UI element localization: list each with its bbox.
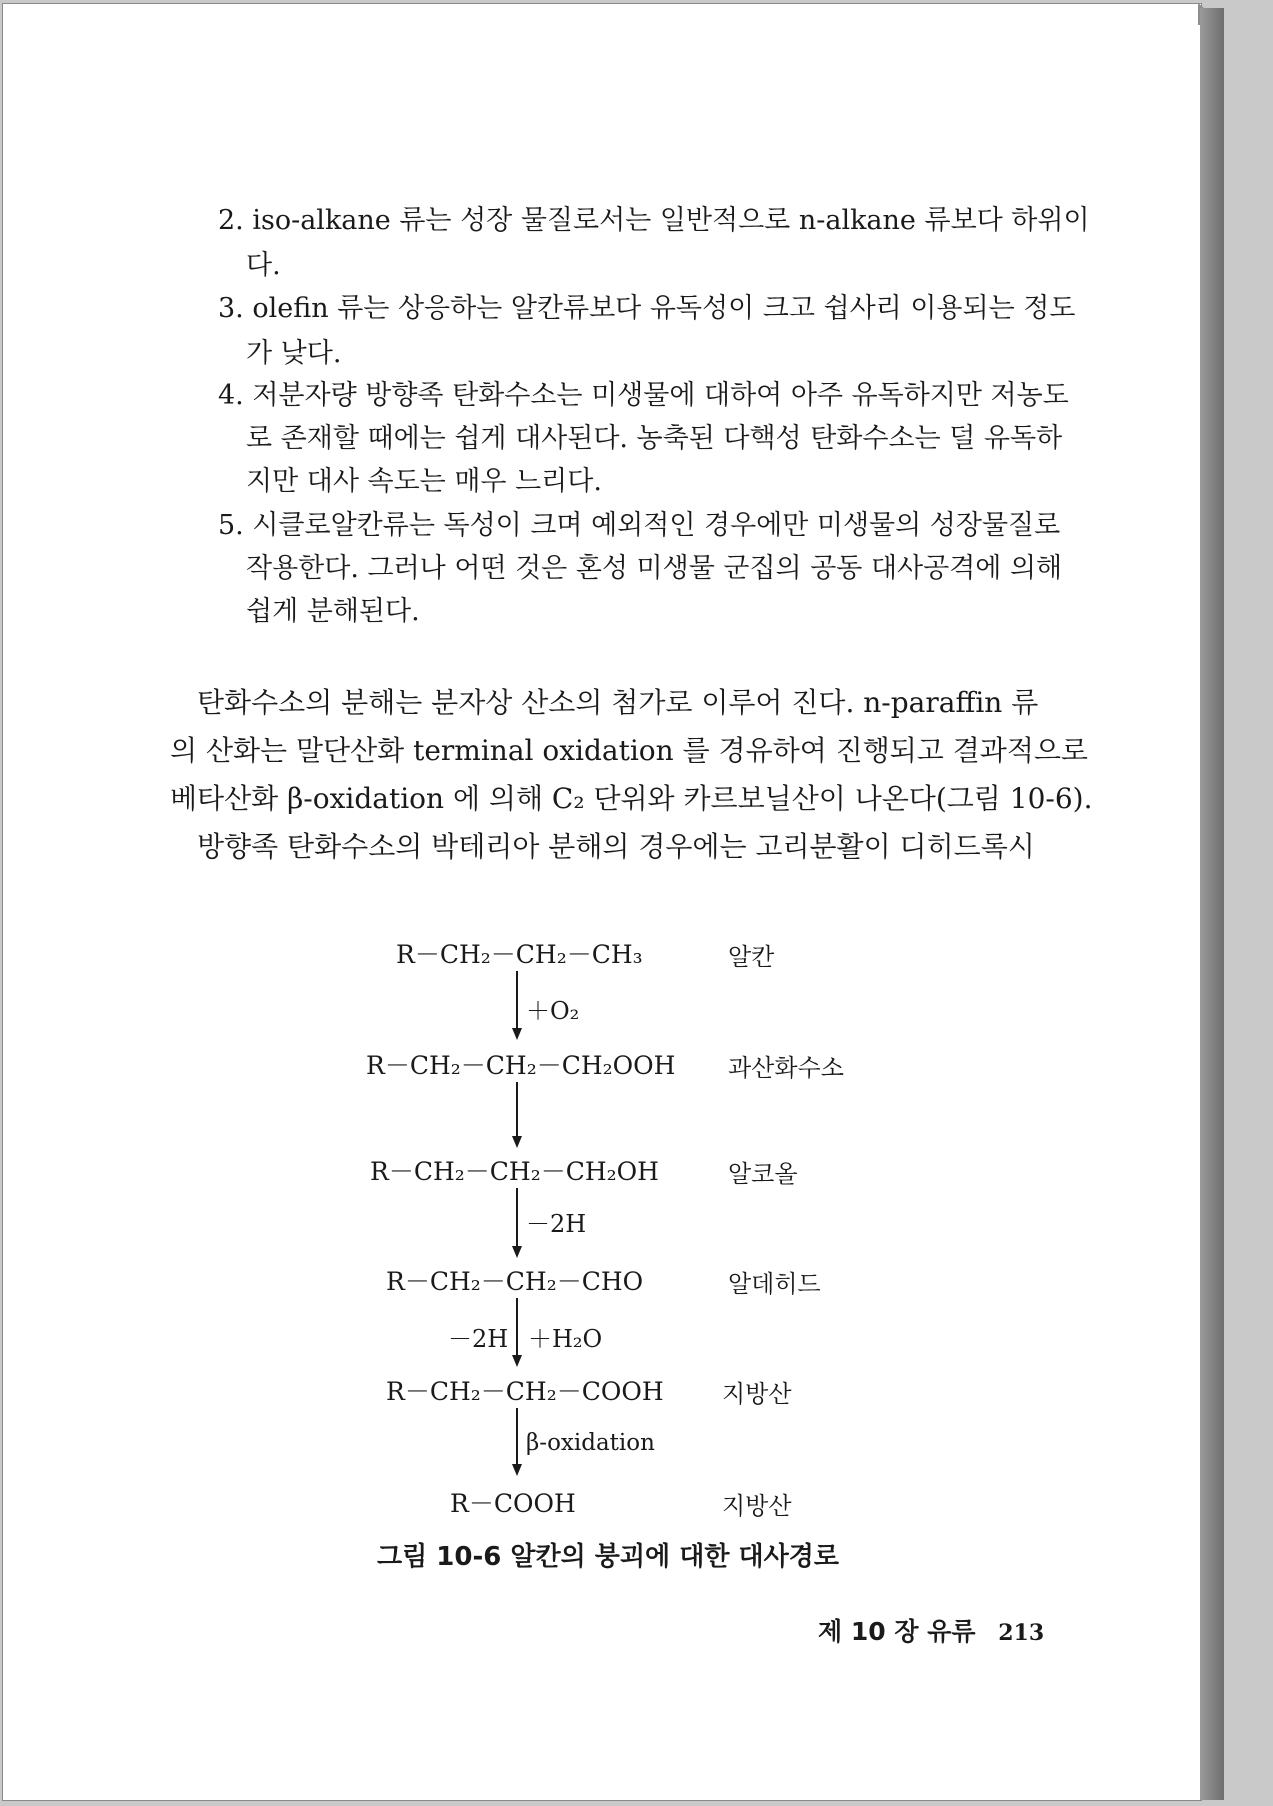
list-item-2-line-1: 2. iso-alkane 류는 성장 물질로서는 일반적으로 n-alkane 류보다 하위이	[218, 205, 1090, 236]
page-footer	[818, 1612, 1044, 1648]
condition-plus-o2: ＋O₂	[526, 997, 580, 1025]
label-fatty-acid: 지방산	[722, 1380, 792, 1408]
paragraph-line-2: 의 산화는 말단산화 terminal oxidation 를 경유하여 진행되고 결과적으로	[170, 734, 1088, 767]
arrow-2-head	[512, 1136, 522, 1148]
label-alcohol: 알코올	[728, 1160, 798, 1188]
list-item-4-line-1: 4. 저분자량 방향족 탄화수소는 미생물에 대하여 아주 유독하지만 저농도	[218, 380, 1069, 411]
page-edge	[1200, 8, 1224, 1800]
condition-beta-oxidation: β-oxidation	[526, 1430, 655, 1456]
arrow-2-line	[516, 1082, 518, 1138]
label-fatty-acid-2: 지방산	[722, 1492, 792, 1520]
formula-alkane: R－CH₂－CH₂－CH₃	[396, 940, 643, 969]
arrow-1-line	[516, 971, 518, 1030]
list-item-5-line-1: 5. 시클로알칸류는 독성이 크며 예외적인 경우에만 미생물의 성장물질로	[218, 510, 1061, 541]
arrow-5-line	[516, 1408, 518, 1466]
arrow-4-head	[512, 1355, 522, 1367]
label-alkane: 알칸	[728, 943, 775, 971]
list-item-4-line-2: 로 존재할 때에는 쉽게 대사된다. 농축된 다핵성 탄화수소는 덜 유독하	[246, 423, 1063, 454]
formula-aldehyde: R－CH₂－CH₂－CHO	[386, 1267, 644, 1296]
label-aldehyde: 알데히드	[728, 1270, 821, 1298]
list-item-3-line-1: 3. olefin 류는 상응하는 알칸류보다 유독성이 크고 쉽사리 이용되는 정도	[218, 293, 1076, 324]
formula-hydroperoxide: R－CH₂－CH₂－CH₂OOH	[366, 1051, 676, 1080]
arrow-4-line	[516, 1298, 518, 1357]
page-number: 213	[998, 1620, 1045, 1646]
figure-caption: 그림 10-6 알칸의 붕괴에 대한 대사경로	[377, 1542, 839, 1572]
list-item-5-line-2: 작용한다. 그러나 어떤 것은 혼성 미생물 군집의 공동 대사공격에 의해	[246, 553, 1063, 584]
formula-alcohol: R－CH₂－CH₂－CH₂OH	[370, 1157, 659, 1186]
arrow-5-head	[512, 1464, 522, 1476]
condition-plus-h2o: ＋H₂O	[528, 1325, 603, 1353]
arrow-1-head	[512, 1028, 522, 1040]
condition-minus-2h: －2H	[526, 1210, 587, 1238]
chapter-title: 제 10 장 유류	[818, 1617, 976, 1646]
arrow-3-line	[516, 1188, 518, 1248]
formula-fatty-acid: R－CH₂－CH₂－COOH	[386, 1377, 664, 1406]
arrow-3-head	[512, 1246, 522, 1258]
formula-carboxylic-acid: R－COOH	[450, 1489, 576, 1518]
paragraph-line-1: 탄화수소의 분해는 분자상 산소의 첨가로 이루어 진다. n-paraffin 류	[197, 686, 1039, 719]
list-item-3-line-2: 가 낮다.	[246, 338, 342, 369]
paragraph-line-4: 방향족 탄화수소의 박테리아 분해의 경우에는 고리분활이 디히드록시	[197, 830, 1035, 863]
list-item-4-line-3: 지만 대사 속도는 매우 느리다.	[246, 466, 602, 497]
list-item-2-line-2: 다.	[246, 250, 281, 281]
label-hydroperoxide: 과산화수소	[728, 1054, 844, 1082]
condition-minus-2h-left: －2H	[448, 1325, 509, 1353]
paragraph-line-3: 베타산화 β-oxidation 에 의해 C₂ 단위와 카르보닐산이 나온다(그림 10-6).	[170, 782, 1093, 815]
list-item-5-line-3: 쉽게 분해된다.	[246, 596, 420, 627]
